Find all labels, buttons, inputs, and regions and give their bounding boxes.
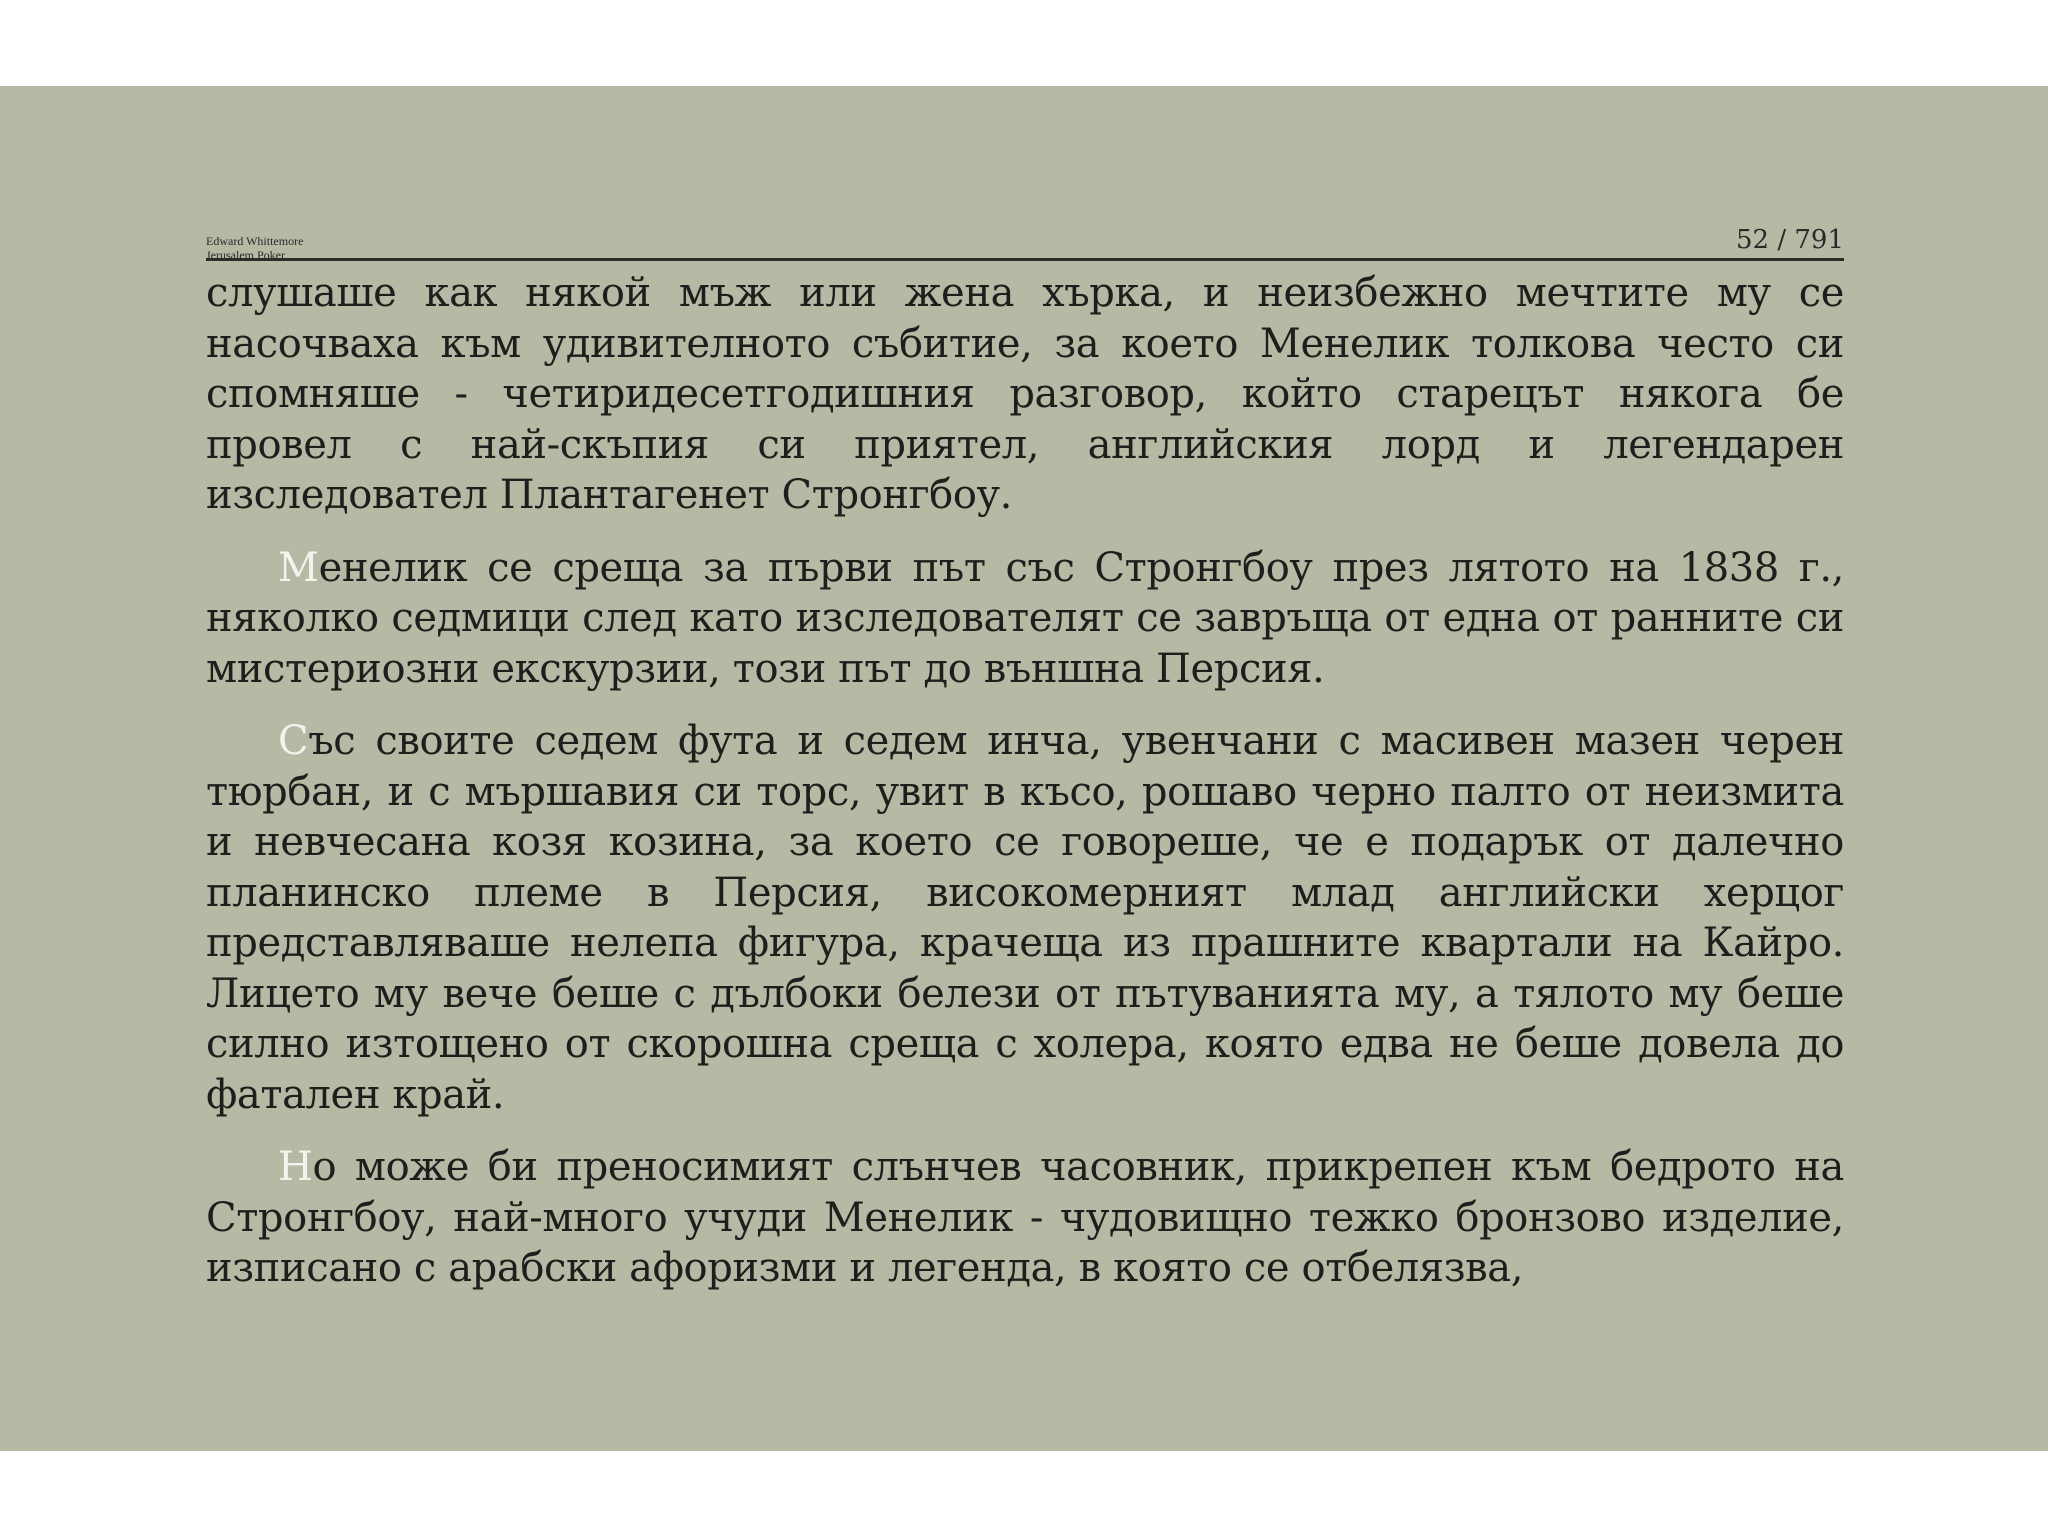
paragraph-initial: М	[278, 544, 319, 591]
running-header	[206, 134, 1844, 261]
paragraph-text: слушаше как някой мъж или жена хърка, и неизбежно мечтите му се насочваха към удивителното събитие, за което Менелик толкова често си спомняше - четиридесетгодишния разговор, който старецът някога бе провел с най-скъпия си приятел, английския лорд и легендарен изследовател Плантагенет Стронгбоу.	[206, 270, 1844, 518]
header-author: Edward Whittemore	[206, 234, 304, 248]
page-counter: 52 / 791	[1736, 225, 1844, 255]
paragraph-text: енелик се среща за първи път със Стронгбоу през лятото на 1838 г., няколко седмици след като изследователят се завръща от една от ранните си мистериозни екскурзии, този път до външна Персия.	[206, 544, 1844, 692]
paragraph	[206, 268, 1844, 521]
paragraph-initial: С	[278, 718, 309, 764]
paragraph	[206, 716, 1844, 1120]
paragraph-text: о може би преносимият слънчев часовник, прикрепен към бедрото на Стронгбоу, най-много учуди Менелик - чудовищно тежко бронзово изделие, изписано с арабски афоризми и легенда, в която се отбелязва,	[206, 1144, 1844, 1291]
paragraph-text: ъс своите седем фута и седем инча, увенчани с масивен мазен черен тюрбан, и с мършавия си торс, увит в късо, рошаво черно палто от неизмита и невчесана козя козина, за което се говореше, че е подарък от далечно планинско племе в Персия, високомерният млад английски херцог представляваше нелепа фигура, крачеща из прашните квартали на Кайро. Лицето му вече беше с дълбоки белези от пътуванията му, а тялото му беше силно изтощено от скорошна среща с холера, която едва не беше довела до фатален край.	[206, 718, 1844, 1118]
paragraph-initial: Н	[278, 1144, 313, 1190]
paragraph	[206, 543, 1844, 695]
book-text	[206, 268, 1844, 1316]
paragraph	[206, 1142, 1844, 1294]
header-book-title: Jerusalem Poker	[206, 248, 285, 262]
